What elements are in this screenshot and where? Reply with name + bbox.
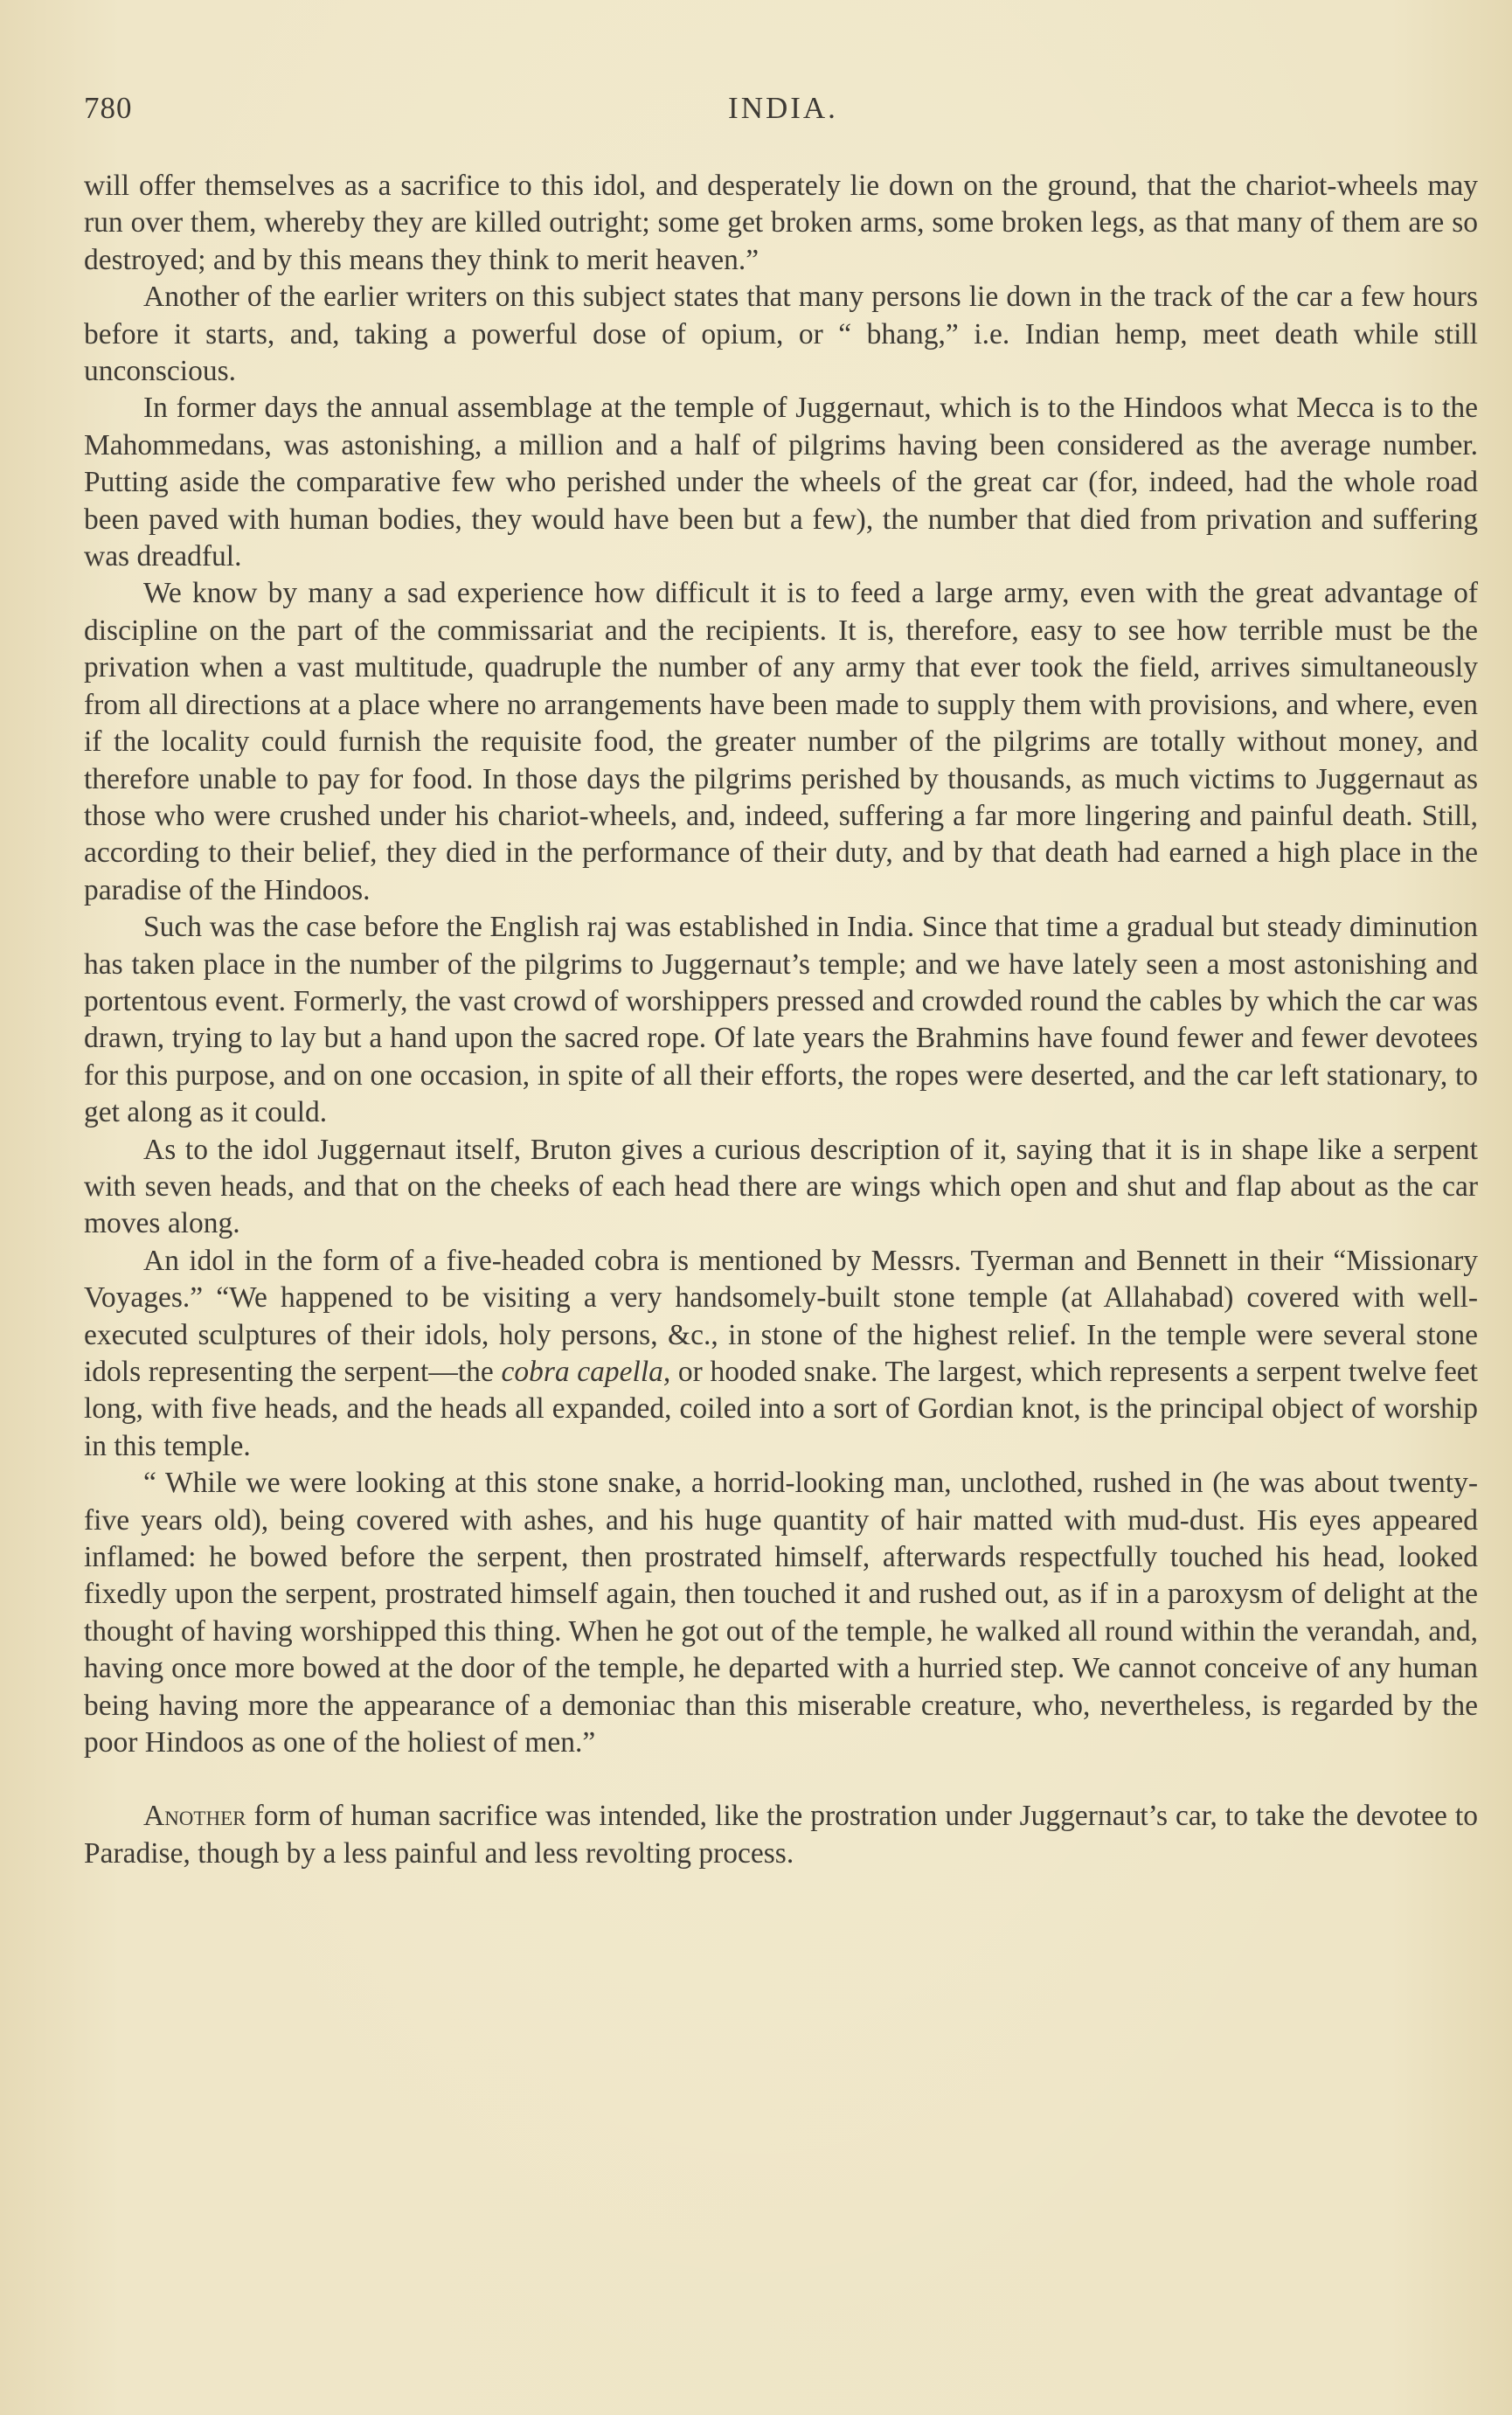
page-header — [84, 91, 1482, 140]
cobra-capella-italic: cobra capella, — [501, 1356, 671, 1388]
page-number: 780 — [84, 91, 133, 125]
paragraph-cobra-idol — [84, 1243, 1478, 1465]
another-sacrifice-text: form of human sacrifice was intended, like the prostration under Juggernaut’s car, to take the devotee to Paradise, though by a less painful and less revolting process. — [84, 1800, 1478, 1870]
body-text — [84, 168, 1478, 1872]
running-head: INDIA. — [728, 91, 838, 125]
paragraph-english-raj: Such was the case before the English raj was established in India. Since that time a gradual but steady diminution has taken place in the number of the pilgrims to Juggernaut’s temple; and we have lately seen a most astonishing and portentous event. Formerly, the vast crowd of worshippers pressed and crowded round the cables by which the car was drawn, trying to lay but a hand upon the sacred rope. Of late years the Brahmins have found fewer and fewer devotees for this purpose, and on one occasion, in spite of all their efforts, the ropes were deserted, and the car left stationary, to get along as it could. — [84, 911, 1478, 1129]
small-caps-lead: Another — [143, 1800, 246, 1833]
paragraph-idol-description: As to the idol Juggernaut itself, Bruton gives a curious description of it, saying that it is in shape like a serpent with seven heads, and that on the cheeks of each head there are wings which open and shut and flap about as the car moves along. — [84, 1133, 1478, 1240]
cobra-text-before: An idol in the form of a five-headed cobra is mentioned by Messrs. Tyerman and Bennett in their “Missionary Voyages.” “We happened to be visiting a very handsomely-built stone temple (at Allahabad) covered with well-executed sculptures of their idols, holy persons, &c., in stone of the highest relief. In the temple were several stone idols representing the serpent—the — [84, 1244, 1478, 1388]
paragraph-privation: We know by many a sad experience how difficult it is to feed a large army, even with the great advantage of discipline on the part of the commissariat and the recipients. It is, therefore, easy to see how terrible must be the privation when a vast multitude, quadruple the number of any army that ever took the field, arrives simultaneously from all directions at a place where no arrangements have been made to supply them with provisions, and where, even if the locality could furnish the requisite food, the greater number of the pilgrims are totally without money, and therefore unable to pay for food. In those days the pilgrims perished by thousands, as much victims to Juggernaut as those who were crushed under his chariot-wheels, and, indeed, suffering a far more lingering and painful death. Still, according to their belief, they died in the performance of their duty, and by that death had earned a high place in the paradise of the Hindoos. — [84, 577, 1478, 906]
paragraph-another-sacrifice — [84, 1798, 1478, 1872]
paragraph-opium: Another of the earlier writers on this subject states that many persons lie down in the track of the car a few hours before it starts, and, taking a powerful dose of opium, or “ bhang,” i.e. Indian hemp, meet death while still unconscious. — [84, 281, 1478, 388]
cobra-text-after: or hooded snake. The largest, which represents a serpent twelve feet long, with five heads, and the heads all expanded, coiled into a sort of Gordian knot, is the principal object of worship in this temple. — [84, 1356, 1478, 1462]
paragraph-assemblage: In former days the annual assemblage at the temple of Juggernaut, which is to the Hindoos what Mecca is to the Mahommedans, was astonishing, a million and a half of pilgrims having been considered as the average number. Putting aside the comparative few who perished under the wheels of the great car (for, indeed, had the whole road been paved with human bodies, they would have been but a few), the number that died from privation and suffering was dreadful. — [84, 392, 1478, 573]
paragraph-stone-snake: “ While we were looking at this stone snake, a horrid-looking man, unclothed, rushed in (he was about twenty-five years old), being covered with ashes, and his huge quantity of hair matted with mud-dust. His eyes appeared inflamed: he bowed before the serpent, then prostrated himself, afterwards respectfully touched his head, looked fixedly upon the serpent, prostrated himself again, then touched it and rushed out, as if in a paroxysm of delight at the thought of having worshipped this thing. When he got out of the temple, he walked all round within the verandah, and, having once more bowed at the door of the temple, he departed with a hurried step. We cannot conceive of any human being having more the appearance of a demoniac than this miserable creature, who, nevertheless, is regarded by the poor Hindoos as one of the holiest of men.” — [84, 1467, 1478, 1759]
paragraph-continuation: will offer themselves as a sacrifice to this idol, and desperately lie down on the ground, that the chariot-wheels may run over them, whereby they are killed outright; some get broken arms, some broken legs, as that many of them are so destroyed; and by this means they think to merit heaven.” — [84, 170, 1478, 276]
